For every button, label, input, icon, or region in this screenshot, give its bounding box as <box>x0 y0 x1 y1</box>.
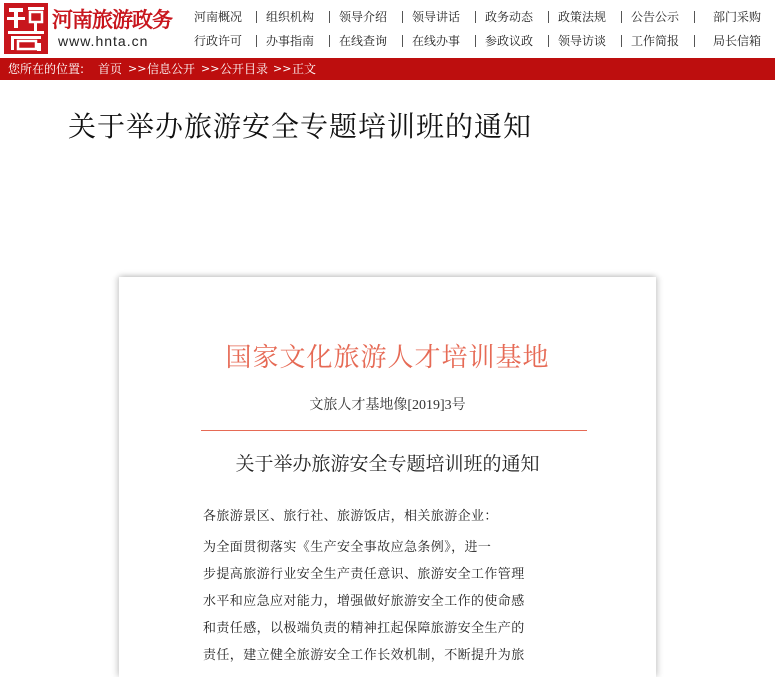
nav-divider <box>256 35 257 47</box>
breadcrumb-separator: >> <box>273 62 292 75</box>
document-body-line: 各旅游景区、旅行社、旅游饭店，相关旅游企业： <box>203 509 498 524</box>
nav-item-interviews[interactable]: 领导访谈 <box>558 34 607 48</box>
nav-divider <box>256 11 257 23</box>
document-reference-number: 文旅人才基地像[2019]3号 <box>309 398 466 413</box>
page-title: 关于举办旅游安全专题培训班的通知 <box>68 110 533 143</box>
breadcrumb-label: 您所在的位置: <box>8 62 85 76</box>
nav-divider <box>402 35 403 47</box>
nav-item-participation[interactable]: 参政议政 <box>485 34 534 48</box>
main-nav-row-2 <box>186 32 775 52</box>
nav-item-briefings[interactable]: 工作简报 <box>631 34 680 48</box>
breadcrumb-catalog[interactable]: 公开目录 <box>220 62 269 76</box>
nav-item-announcements[interactable]: 公告公示 <box>631 10 680 24</box>
document-divider <box>201 430 587 431</box>
nav-divider <box>548 11 549 23</box>
nav-divider <box>621 35 622 47</box>
nav-item-speeches[interactable]: 领导讲话 <box>412 10 461 24</box>
nav-item-online-query[interactable]: 在线查询 <box>339 34 388 48</box>
site-logo-icon[interactable] <box>4 3 48 54</box>
nav-divider <box>548 35 549 47</box>
nav-divider <box>475 11 476 23</box>
nav-item-procurement[interactable]: 部门采购 <box>713 10 762 24</box>
nav-item-permits[interactable]: 行政许可 <box>194 34 243 48</box>
nav-divider <box>694 35 695 47</box>
document-heading: 关于举办旅游安全专题培训班的通知 <box>235 453 540 475</box>
nav-item-guide[interactable]: 办事指南 <box>266 34 315 48</box>
document-body-line: 责任，建立健全旅游安全工作长效机制，不断提升为旅 <box>203 648 525 663</box>
nav-divider <box>329 11 330 23</box>
nav-divider <box>402 11 403 23</box>
nav-item-online-service[interactable]: 在线办事 <box>412 34 461 48</box>
document-org-name: 国家文化旅游人才培训基地 <box>225 343 550 373</box>
nav-item-director-mailbox[interactable]: 局长信箱 <box>713 34 762 48</box>
nav-item-overview[interactable]: 河南概况 <box>194 10 243 24</box>
breadcrumb-info-disclosure[interactable]: 信息公开 <box>147 62 196 76</box>
document-body-line: 为全面贯彻落实《生产安全事故应急条例》，进一 <box>203 540 492 555</box>
nav-item-policies[interactable]: 政策法规 <box>558 10 607 24</box>
nav-item-leaders[interactable]: 领导介绍 <box>339 10 388 24</box>
breadcrumb <box>0 58 775 80</box>
nav-item-organization[interactable]: 组织机构 <box>266 10 315 24</box>
breadcrumb-home[interactable]: 首页 <box>98 62 123 76</box>
document-scan-image <box>119 277 656 677</box>
breadcrumb-current: 正文 <box>292 62 317 76</box>
nav-divider <box>329 35 330 47</box>
document-body-line: 和责任感，以极端负责的精神扛起保障旅游安全生产的 <box>203 621 525 636</box>
nav-divider <box>475 35 476 47</box>
breadcrumb-separator: >> <box>128 62 147 75</box>
document-body-line: 步提高旅游行业安全生产责任意识、旅游安全工作管理 <box>203 567 525 582</box>
nav-item-news[interactable]: 政务动态 <box>485 10 534 24</box>
site-url: www.hnta.cn <box>58 33 149 49</box>
nav-divider <box>621 11 622 23</box>
breadcrumb-separator: >> <box>201 62 220 75</box>
document-body-line: 水平和应急应对能力，增强做好旅游安全工作的使命感 <box>203 594 525 609</box>
main-nav-row-1 <box>186 8 775 28</box>
site-header <box>0 0 775 58</box>
site-title[interactable]: 河南旅游政务 <box>52 7 172 32</box>
nav-divider <box>694 11 695 23</box>
